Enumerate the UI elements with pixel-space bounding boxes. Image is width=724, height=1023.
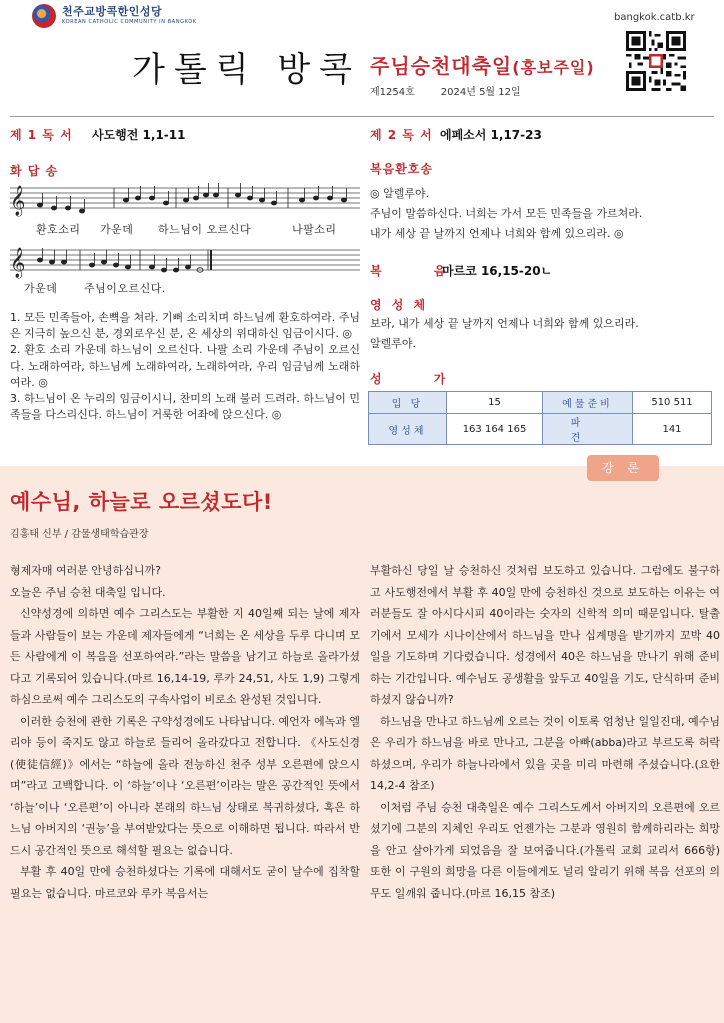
issue-info: [370, 83, 521, 98]
second-reading-ref: 에페소서 1,17-23: [440, 128, 542, 142]
site-url[interactable]: bangkok.catb.kr: [614, 12, 695, 23]
homily-paragraph: 이처럼 주님 승천 대축일은 예수 그리스도께서 아버지의 오른편에 오르셨기에 그분의 지체인 우리도 언젠가는 그분과 영원히 함께하리라는 희망을 안고 살아가게 되었음을 잘 보여줍니다.(가톨릭 교회 교리서 666항) 또한 이 구원의 희망을 다른 이들에게도 널리 알리기 위해 복음 선포의 의무도 일깨워 줍니다.(마르 16,15 참조): [370, 800, 720, 900]
header-divider: [10, 116, 714, 117]
refrain-lyric: 하느님이 오르신다: [158, 223, 252, 236]
feast-name: 주님승천대축일: [370, 54, 513, 78]
psalm-music-staff-2: [10, 240, 360, 280]
homily-tab: 강 론: [587, 455, 659, 481]
psalm-verse: 2. 환호 소리 가운데 하느님이 오르신다. 나팔 소리 가운데 주님이 오르신다. 노래하여라, 하느님께 노래하여라, 노래하여라, 우리 임금님께 노래하여라. ◎: [10, 343, 360, 389]
hymn-numbers: 163 164 165: [447, 414, 543, 445]
homily-paragraph: 신약성경에 의하면 예수 그리스도는 부활한 지 40일째 되는 날에 제자들과 사람들이 보는 가운데 제자들에게 “너희는 온 세상을 두루 다니며 모든 사람에게 이 복음을 선포하여라.”라는 말씀을 남기고 하늘로 올라가셨다고 기록되어 있습니다.(마르 16,14-19, 루카 24,51, 사도 1,9) 그렇게 하심으로써 예수 그리스도의 구속사업이 비로소 완성된 것입니다.: [10, 607, 360, 706]
hymn-label: 예물준비: [543, 392, 633, 414]
gospel-label: 복 음: [370, 264, 470, 278]
hymn-label: 영성체: [369, 414, 447, 445]
psalm-verses: [10, 310, 360, 423]
feast-note: (홍보주일): [512, 58, 595, 77]
psalm-verse: 1. 모든 민족들아, 손뼉을 쳐라. 기뻐 소리치며 하느님께 환호하여라. 주님은 지극히 높으신 분, 경외로우신 분, 온 세상의 위대하신 임금이시다. ◎: [10, 311, 360, 341]
homily-paragraph: 오늘은 주님 승천 대축일 입니다.: [10, 585, 166, 599]
qr-code-icon[interactable]: [626, 30, 686, 92]
refrain-lyric: 가운데: [24, 282, 58, 295]
homily-column-right: [370, 560, 720, 904]
homily-column-left: [10, 560, 360, 904]
homily-author: 김홍태 신부 / 감물생태학습관장: [10, 529, 149, 540]
homily-paragraph: 부활하신 당일 날 승천하신 것처럼 보도하고 있습니다. 그럼에도 불구하고 사도행전에서 부활 후 40일 만에 승천하신 것으로 보도하는 이유는 여러분들도 잘 아시다시피 40이라는 숫자의 신학적 의미 때문입니다. 탈출기에서 모세가 시나이산에서 하느님을 만나 십계명을 받기까지 꼬박 40일을 기도하며 기다렸습니다. 성경에서 40은 하느님을 만나기 위해 준비하는 기간입니다. 예수님도 공생활을 앞두고 40일을 기도, 단식하며 준비하셨지 않습니까?: [370, 564, 720, 706]
homily-paragraph: 부활 후 40일 만에 승천하셨다는 기록에 대해서도 굳이 날수에 집착할 필요는 없습니다. 마르코와 루카 복음서는: [10, 865, 360, 900]
psalm-verse: 3. 하느님이 온 누리의 임금이시니, 찬미의 노래 불러 드려라. 하느님이 민족들을 다스리신다. 하느님이 거룩한 어좌에 앉으신다. ◎: [10, 392, 360, 422]
gospel-ref: 마르코 16,15-20ㄴ: [442, 264, 553, 278]
hymn-label: 파 견: [543, 414, 633, 445]
feast-title: [370, 50, 595, 79]
homily-title: 예수님, 하늘로 오르셨도다!: [10, 490, 273, 514]
acclamation-line: 내가 세상 끝 날까지 언제나 너희와 함께 있으리라. ◎: [370, 227, 624, 240]
hymn-row: [369, 414, 712, 445]
refrain-lyric: 가운데: [100, 223, 134, 236]
communion-label: 영 성 체: [370, 298, 429, 312]
homily-paragraph: 하느님을 만나고 하느님께 오르는 것이 이토록 엄청난 일일진대, 예수님은 우리가 하느님을 바로 만나고, 그분을 아빠(abba)라고 부르도록 허락하셨으며, 우리가 하늘나라에서 있을 곳을 미리 마련해 주셨습니다.(요한 14,2-4 참조): [370, 714, 720, 792]
svg-text:𝄞: 𝄞: [10, 186, 26, 216]
homily-paragraph: 형제자매 여러분 안녕하십니까?: [10, 564, 161, 577]
first-reading-ref: 사도행전 1,1-11: [92, 128, 186, 142]
hymn-numbers: 141: [633, 414, 712, 445]
refrain-lyric: 주님이오르신다.: [84, 282, 166, 295]
issue-date: 2024년 5월 12일: [440, 87, 521, 98]
parish-name-en: KOREAN CATHOLIC COMMUNITY IN BANGKOK: [62, 19, 197, 25]
hymn-numbers: 15: [447, 392, 543, 414]
hymn-table: [368, 391, 712, 445]
psalm-label: 화 답 송: [10, 164, 59, 178]
hymn-numbers: 510 511: [633, 392, 712, 414]
parish-emblem-icon: [32, 4, 56, 28]
refrain-lyric: 환호소리: [36, 223, 81, 236]
hymn-label: 입 당: [369, 392, 447, 414]
homily-paragraph: 이러한 승천에 관한 기록은 구약성경에도 나타납니다. 예언자 에녹과 엘리야 등이 죽지도 않고 하늘로 들리어 올라갔다고 전합니다. 《사도신경(使徒信經)》에서는 “하늘에 올라 전능하신 천주 성부 오른편에 앉으시며”라고 고백합니다. 이 ‘하늘’이나 ‘오른편’이라는 말은 공간적인 뜻에서 ‘하늘’이나 ‘오른편’이 아니라 본래의 하느님 상태로 복귀하셨다, 혹은 하느님 아버지의 ‘권능’을 부여받았다는 뜻으로 이해하면 됩니다. 따라서 반드시 공간적인 뜻으로 해석할 필요는 없습니다.: [10, 714, 360, 857]
parish-logo: [32, 2, 232, 32]
parish-name: 천주교방콕한인성당: [62, 5, 163, 18]
issue-number: 제1254호: [370, 87, 415, 98]
acclamation-line: 주님이 말씀하신다. 너희는 가서 모든 민족들을 가르쳐라.: [370, 207, 643, 220]
communion-line: 보라, 내가 세상 끝 날까지 언제나 너희와 함께 있으리라.: [370, 317, 639, 330]
newsletter-title: 가톨릭 방콕: [132, 50, 362, 90]
svg-text:𝄞: 𝄞: [10, 248, 26, 278]
hymn-row: [369, 392, 712, 414]
refrain-lyric: 나팔소리: [292, 223, 337, 236]
gospel-acclamation-text: [370, 184, 642, 244]
communion-text: [370, 314, 639, 354]
hymns-label: 성 가: [370, 372, 470, 386]
acclamation-line: ◎ 알렐루야.: [370, 187, 430, 200]
communion-line: 알렐루야.: [370, 337, 417, 350]
gospel-acclamation-label: 복음환호송: [370, 162, 433, 176]
first-reading-label: 제 1 독 서: [10, 128, 73, 142]
psalm-music-staff-1: [10, 178, 360, 222]
second-reading-label: 제 2 독 서: [370, 128, 433, 142]
